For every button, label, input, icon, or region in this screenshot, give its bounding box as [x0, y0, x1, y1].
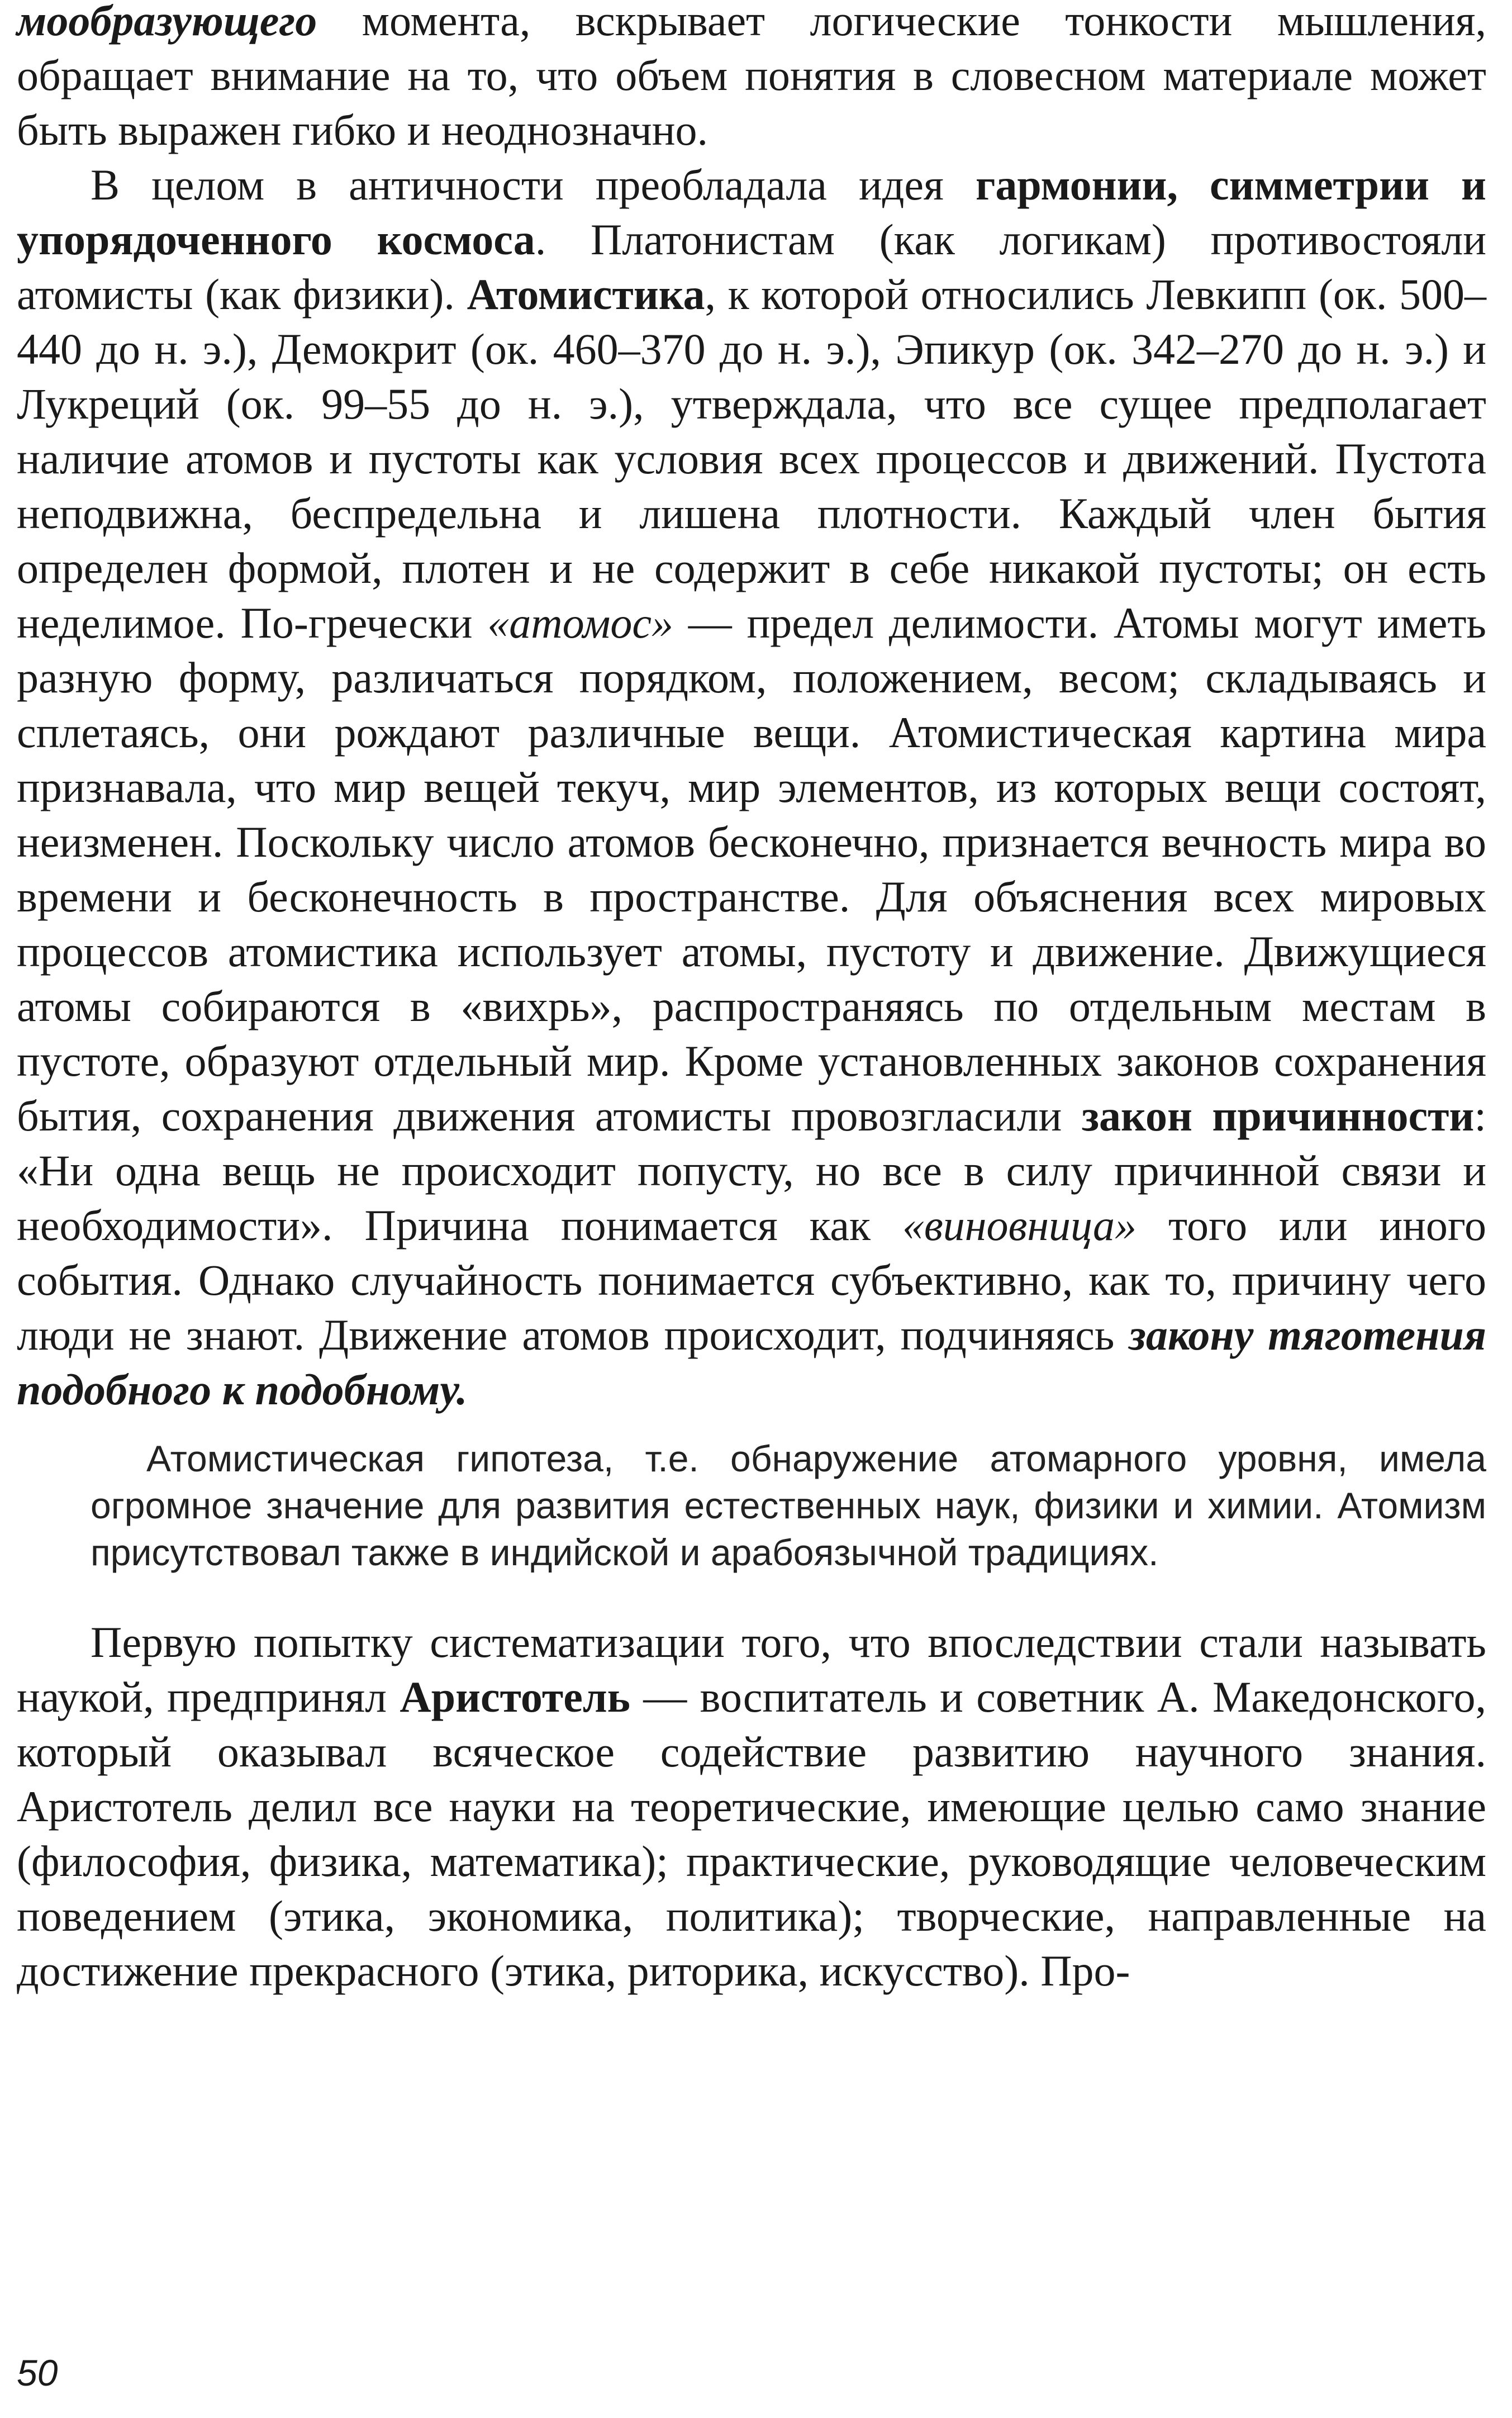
text-run: «атомос» [487, 598, 674, 647]
text-run: момента, вскрывает логические тонкости мышления, обращает внимание на то, что объем понятия в словесном материале может быть выражен гибко и неоднозначно. [17, 0, 1486, 154]
text-run: Первую попытку систематизации того, что впоследствии стали называть наукой, предпринял [17, 1618, 1486, 1721]
page-body [17, 0, 1486, 1998]
text-run: закон причинности [1081, 1091, 1475, 1140]
text-run: Атомистическая гипотеза, т.е. обнаружение атомарного уровня, имела огромное значение для развития естественных наук, физики и химии. Атомизм присутствовал также в индийской и арабоязычной традициях. [91, 1438, 1486, 1573]
text-run: Атомистика [467, 270, 705, 319]
text-run: того или иного события. Однако случайность понимается субъективно, как то, причину чего люди не знают. Движение атомов происходит, подчиняясь [17, 1201, 1486, 1359]
text-run: : «Ни одна вещь не происходит попусту, но все в силу причинной связи и необходимости». Причина понимается как [17, 1091, 1486, 1250]
paragraph-continuation [17, 0, 1486, 158]
text-run: , к которой относились Левкипп (ок. 500–440 до н. э.), Демокрит (ок. 460–370 до н. э.), Эпикур (ок. 342–270 до н. э.) и Лукреций (ок. 99–55 до н. э.), утверждала, что все сущее предполагает наличие атомов и пустоты как условия всех процессов и движений. Пустота неподвижна, беспредельна и лишена плотности. Каждый член бытия определен формой, плотен и не содержит в себе никакой пустоты; он есть неделимое. По-гречески [17, 270, 1486, 647]
text-run: мообразующего [17, 0, 317, 45]
text-run: «виновница» [902, 1201, 1137, 1250]
text-run: В целом в античности преобладала идея [91, 160, 976, 209]
text-run: — воспитатель и советник А. Македонского, который оказывал всяческое содействие развитию научного знания. Аристотель делил все науки на теоретические, имеющие целью само знание (философия, физика, математика); практические, руководящие человеческим поведением (этика, экономика, политика); творческие, направленные на достижение прекрасного (этика, риторика, искусство). Про- [17, 1673, 1486, 1995]
paragraph-atomism [17, 158, 1486, 1417]
text-run: гармонии, симметрии и упорядоченного космоса [17, 160, 1486, 264]
page-number: 50 [17, 2352, 58, 2393]
paragraph-aristotle [17, 1615, 1486, 1998]
side-note [91, 1435, 1486, 1576]
text-run: Аристотель [400, 1673, 630, 1721]
text-run: — предел делимости. Атомы могут иметь разную форму, различаться порядком, положением, весом; складываясь и сплетаясь, они рождают различные вещи. Атомистическая картина мира признавала, что мир вещей текуч, мир элементов, из которых вещи состоят, неизменен. Поскольку число атомов бесконечно, признается вечность мира во времени и бесконечность в пространстве. Для объяснения всех мировых процессов атомистика использует атомы, пустоту и движение. Движущиеся атомы собираются в «вихрь», распространяясь по отдельным местам в пустоте, образуют отдельный мир. Кроме установленных законов сохранения бытия, сохранения движения атомисты провозгласили [17, 598, 1486, 1140]
text-run: . Платонистам (как логикам) противостояли атомисты (как физики). [17, 215, 1486, 319]
text-run: закону тяготения подобного к подобному. [17, 1310, 1486, 1414]
